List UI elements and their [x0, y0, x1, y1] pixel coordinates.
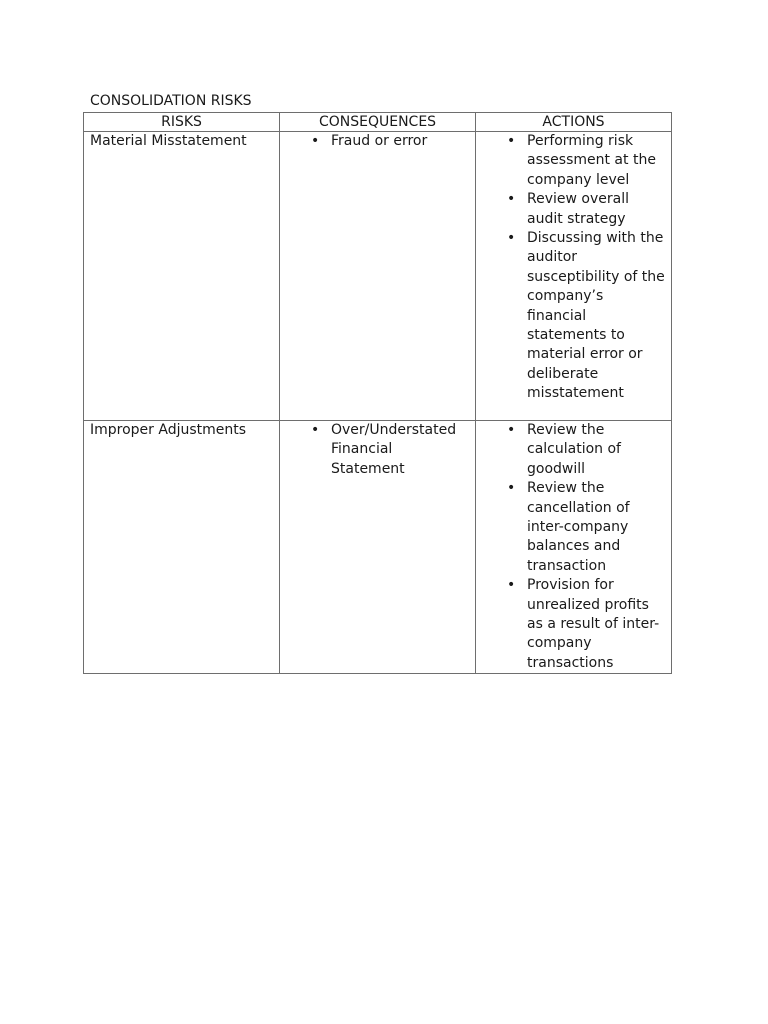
actions-cell [476, 421, 672, 674]
risk-cell: Material Misstatement [84, 132, 280, 421]
list-item [476, 190, 671, 229]
risk-cell: Improper Adjustments [84, 421, 280, 674]
list-item-text: Performing risk assessment at the company level [527, 133, 656, 188]
list-item-text: Over/Understated Financial Statement [331, 422, 457, 477]
bullet-icon: • [311, 133, 320, 149]
list-item [476, 479, 671, 576]
document-title: CONSOLIDATION RISKS [90, 93, 252, 109]
consequences-cell [280, 132, 476, 421]
bullet-icon: • [507, 191, 516, 208]
list-item-text: Discussing with the auditor susceptibility of the company’s financial statements to material error or deliberate misstatement [527, 230, 665, 402]
list-item-text: Review the calculation of goodwill [527, 422, 621, 477]
table-header-row [84, 113, 672, 132]
header-risks: RISKS [84, 113, 280, 132]
list-item-text: Provision for unrealized profits as a result of inter-company transactions [527, 577, 660, 671]
list-item-text: Review the cancellation of inter-company balances and transaction [527, 480, 630, 574]
header-actions: ACTIONS [476, 113, 672, 132]
consequences-list [280, 132, 475, 151]
consequences-cell [280, 421, 476, 674]
bullet-icon: • [507, 422, 516, 438]
bullet-icon: • [507, 577, 516, 594]
actions-list [476, 421, 671, 673]
list-item [476, 132, 671, 190]
table-row [84, 421, 672, 674]
list-item-text: Review overall audit strategy [527, 191, 629, 227]
list-item [476, 576, 671, 673]
header-consequences: CONSEQUENCES [280, 113, 476, 132]
bullet-icon: • [507, 480, 516, 497]
list-item [280, 421, 475, 479]
bullet-icon: • [311, 422, 320, 438]
actions-cell [476, 132, 672, 421]
consolidation-risks-table [83, 112, 672, 674]
list-item [280, 132, 475, 151]
list-item [476, 229, 671, 404]
list-item-text: Fraud or error [331, 133, 428, 149]
table-row [84, 132, 672, 421]
bullet-icon: • [507, 230, 516, 247]
consequences-list [280, 421, 475, 479]
bullet-icon: • [507, 133, 516, 149]
actions-list [476, 132, 671, 404]
list-item [476, 421, 671, 479]
